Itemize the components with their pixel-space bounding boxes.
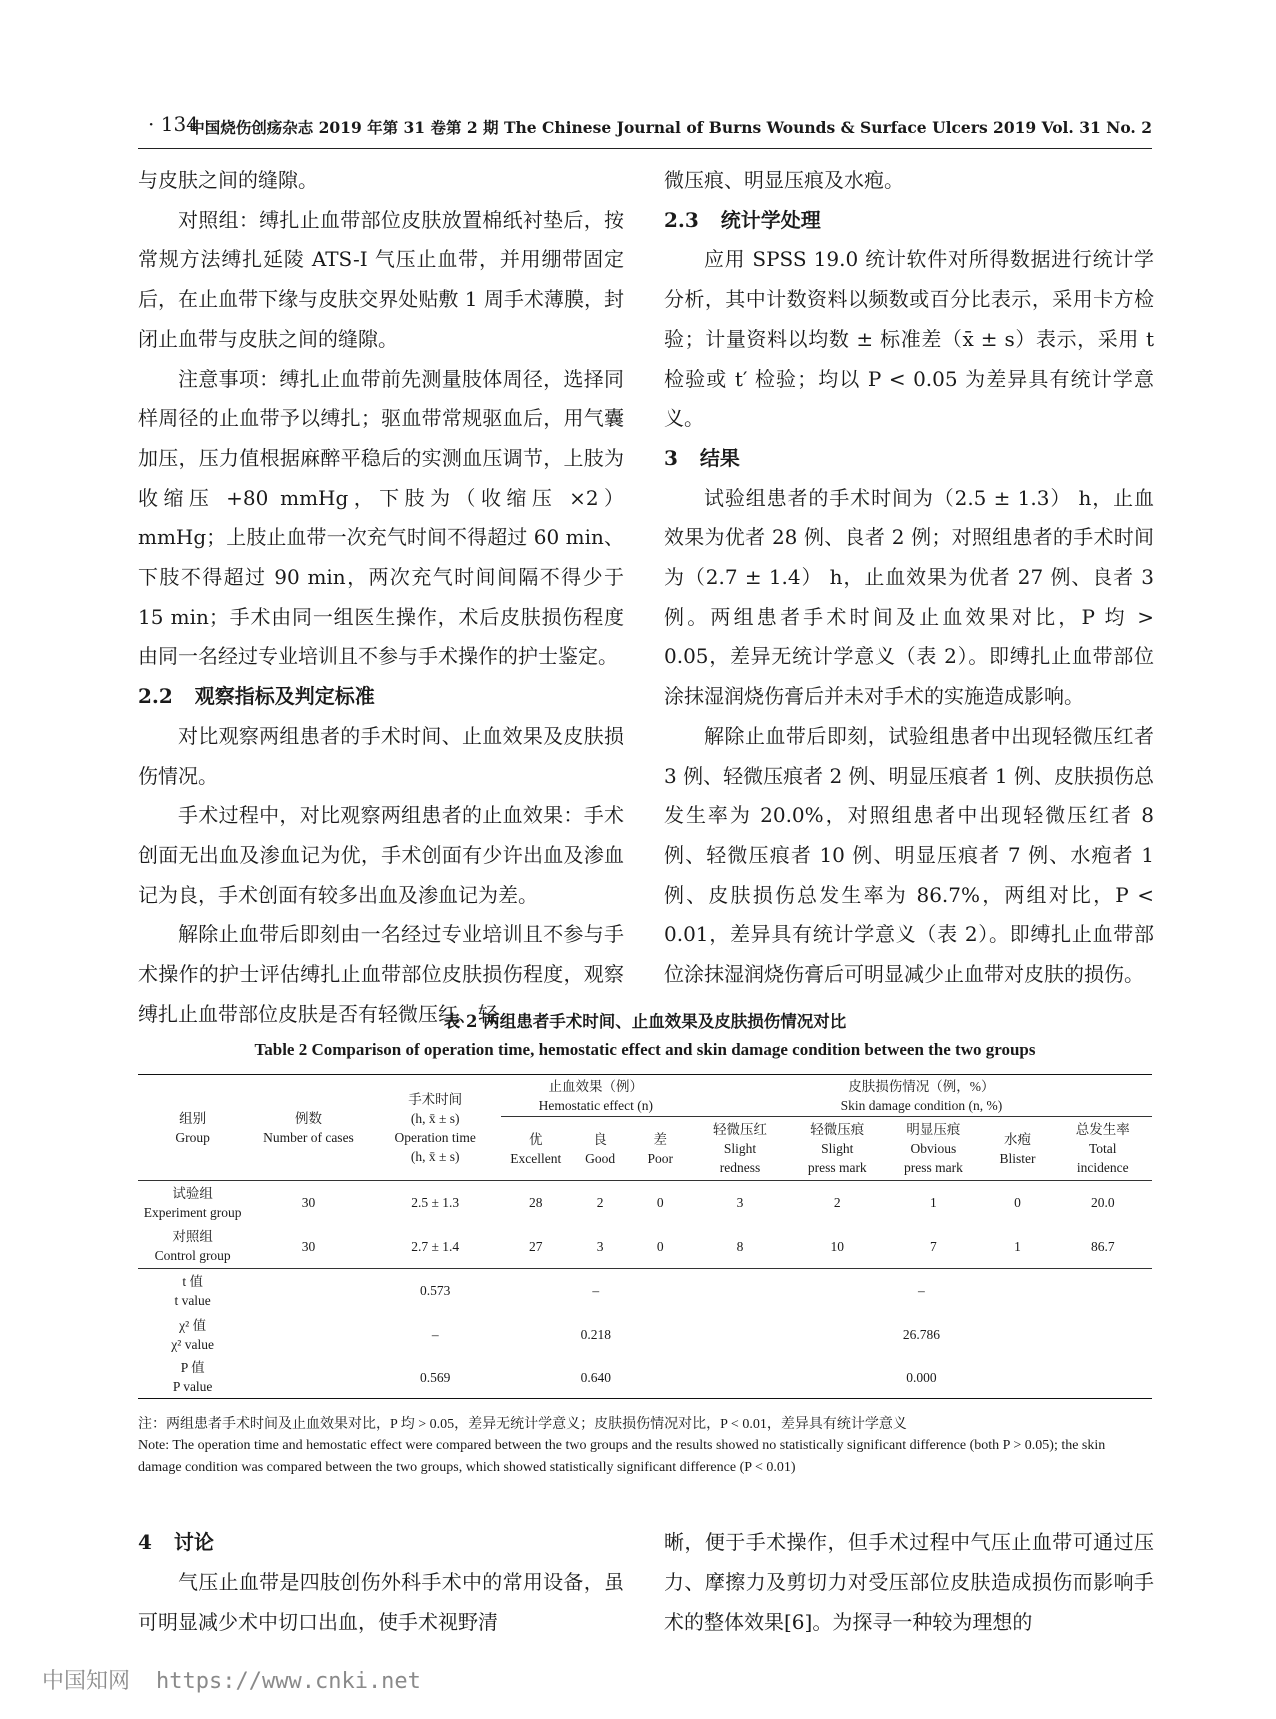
running-title: 中国烧伤创疡杂志 2019 年第 31 卷第 2 期 The Chinese Journal of Burns Wounds & Surface Ulcers 2019 Vol. 31 No. 2 (189, 118, 1152, 137)
paragraph: 对照组：缚扎止血带部位皮肤放置棉纸衬垫后，按常规方法缚扎延陵 ATS-I 气压止血带，并用绷带固定后，在止血带下缘与皮肤交界处贴敷 1 周手术薄膜，封闭止血带与皮肤之间的缝隙。 (138, 207, 624, 351)
obvious-press-header: 明显压痕 Obvious press mark (903, 1122, 963, 1175)
skin-damage-header: 皮肤损伤情况（例，%） Skin damage condition (n, %) (691, 1075, 1152, 1117)
table-caption-en: Table 2 Comparison of operation time, hemostatic effect and skin damage condition between the two groups (254, 1040, 1036, 1059)
paragraph: 应用 SPSS 19.0 统计软件对所得数据进行统计学分析，其中计数资料以频数或百分比表示，采用卡方检验；计量资料以均数 ± 标准差（x̄ ± s）表示，采用 t 检验或 t′ 检验；均以 P < 0.05 为差异具有统计学意义。 (664, 247, 1154, 431)
optime-header: 手术时间 (h, x̄ ± s) Operation time (h, x̄ ± s) (370, 1075, 501, 1181)
paragraph: 手术过程中，对比观察两组患者的止血效果：手术创面无出血及渗血记为优，手术创面有少许出血及渗血记为良，手术创面有较多出血及渗血记为差。 (138, 803, 624, 907)
comparison-table (138, 1074, 1152, 1399)
paragraph: 与皮肤之间的缝隙。 (138, 168, 318, 192)
right-column (664, 161, 1154, 995)
table-row: 对照组 Control group 30 2.7 ± 1.4 27 3 0 8 10 7 1 86.7 (138, 1225, 1152, 1269)
section-heading-2-2: 2.2 观察指标及判定标准 (138, 684, 375, 709)
table-note-en: Note: The operation time and hemostatic effect were compared between the two groups and the results showed no statistically significant difference (both P > 0.05); the skin damage condition was compared between the two groups, which showed statistically significant difference (P < 0.01) (138, 1438, 1106, 1475)
chi-square-row: χ² 值 χ² value – 0.218 26.786 (171, 1317, 940, 1352)
header-rule (138, 148, 1152, 149)
paragraph: 注意事项：缚扎止血带前先测量肢体周径，选择同样周径的止血带予以缚扎；驱血带常规驱血后，用气囊加压，压力值根据麻醉平稳后的实测血压调节，上肢为收缩压 +80 mmHg，下肢为（收缩压 ×2） mmHg；上肢止血带一次充气时间不得超过 60 min、下肢不得超过 90 min，两次充气时间间隔不得少于 15 min；手术由同一组医生操作，术后皮肤损伤程度由同一名经过专业培训且不参与手术操作的护士鉴定。 (138, 366, 624, 669)
section-heading-2-3: 2.3 统计学处理 (664, 207, 821, 232)
paragraph: 晰，便于手术操作，但手术过程中气压止血带可通过压力、摩擦力及剪切力对受压部位皮肤造成损伤而影响手术的整体效果[6]。为探寻一种较为理想的 (664, 1530, 1154, 1634)
cnki-watermark (42, 1664, 421, 1695)
section-heading-4: 4 讨论 (138, 1530, 214, 1554)
watermark-site: 中国知网 (42, 1669, 131, 1694)
p-value-row: P 值 P value 0.569 0.640 0.000 (138, 1357, 1152, 1399)
section-heading-3: 3 结果 (664, 445, 740, 470)
paragraph: 微压痕、明显压痕及水疱。 (664, 168, 904, 192)
cases-header: 例数 Number of cases (247, 1075, 369, 1181)
group-header: 组别 Group (138, 1075, 247, 1181)
good-header: 良 Good (585, 1131, 616, 1166)
paragraph: 解除止血带后即刻，试验组患者中出现轻微压红者 3 例、轻微压痕者 2 例、明显压痕者 1 例、皮肤损伤总发生率为 20.0%，对照组患者中出现轻微压红者 8 例、轻微压痕者 10 例、明显压痕者 7 例、水疱者 1 例、皮肤损伤总发生率为 86.7%，两组对比，P < 0.01，差异具有统计学意义（表 2）。即缚扎止血带部位涂抹湿润烧伤膏后可明显减少止血带对皮肤的损伤。 (664, 723, 1154, 987)
slight-press-header: 轻微压痕 Slight press mark (807, 1122, 867, 1175)
discussion-section (138, 1522, 624, 1642)
paragraph: 气压止血带是四肢创伤外科手术中的常用设备，虽可明显减少术中切口出血，使手术视野清 (138, 1570, 624, 1634)
table-row: 试验组 Experiment group 30 2.5 ± 1.3 28 2 0 3 2 1 0 20.0 (143, 1185, 1115, 1220)
left-column (138, 161, 624, 1034)
page-header (0, 108, 1276, 144)
table-note-cn: 注：两组患者手术时间及止血效果对比，P 均 > 0.05，差异无统计学意义；皮肤损伤情况对比，P < 0.01，差异具有统计学意义 (138, 1417, 907, 1432)
discussion-continued (664, 1522, 1154, 1642)
slight-redness-header: 轻微压红 Slight redness (713, 1122, 768, 1175)
paragraph: 解除止血带后即刻由一名经过专业培训且不参与手术操作的护士评估缚扎止血带部位皮肤损伤程度，观察缚扎止血带部位皮肤是否有轻微压红、轻 (138, 922, 624, 1026)
paragraph: 试验组患者的手术时间为（2.5 ± 1.3） h，止血效果为优者 28 例、良者 2 例；对照组患者的手术时间为（2.7 ± 1.4） h，止血效果为优者 27 例、良者 3 例。两组患者手术时间及止血效果对比，P 均 > 0.05，差异无统计学意义（表 2）。即缚扎止血带部位涂抹湿润烧伤膏后并未对手术的实施造成影响。 (664, 485, 1154, 709)
hemostatic-header: 止血效果（例） Hemostatic effect (n) (501, 1075, 691, 1117)
poor-header: 差 Poor (647, 1131, 674, 1166)
watermark-url: https://www.cnki.net (156, 1669, 421, 1694)
table-caption-cn: 表 2 两组患者手术时间、止血效果及皮肤损伤情况对比 (443, 1012, 847, 1031)
t-value-row: t 值 t value 0.573 – – (174, 1273, 925, 1308)
total-incidence-header: 总发生率 Total incidence (1075, 1122, 1130, 1175)
paragraph: 对比观察两组患者的手术时间、止血效果及皮肤损伤情况。 (138, 723, 624, 788)
page-number: · 134 · (148, 112, 212, 136)
excellent-header: 优 Excellent (510, 1131, 562, 1166)
blister-header: 水疱 Blister (999, 1131, 1036, 1166)
